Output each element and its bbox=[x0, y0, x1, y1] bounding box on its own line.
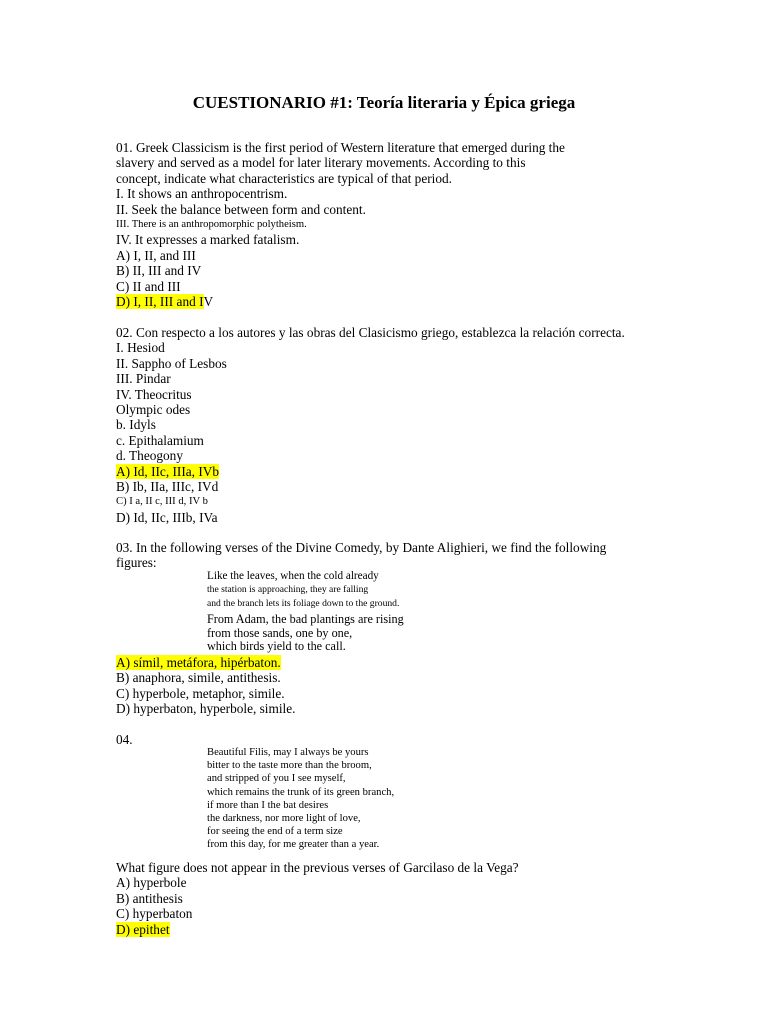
work-b: b. Idyls bbox=[116, 417, 156, 433]
option-a-answer bbox=[116, 655, 676, 670]
question-3-options bbox=[116, 655, 676, 717]
verse-line: and the branch lets its foliage down to the ground. bbox=[207, 598, 400, 610]
verse-3 bbox=[207, 746, 667, 852]
option-c: C) hyperbaton bbox=[116, 906, 193, 922]
author-iv: IV. Theocritus bbox=[116, 386, 192, 402]
statement-ii: II. Seek the balance between form and content. bbox=[116, 201, 366, 217]
option-b: B) antithesis bbox=[116, 890, 183, 906]
author-i: I. Hesiod bbox=[116, 340, 165, 356]
answer-highlight: A) Id, IIc, IIIa, IVb bbox=[116, 463, 219, 479]
work-c: c. Epithalamium bbox=[116, 432, 204, 448]
work-d: d. Theogony bbox=[116, 448, 183, 464]
option-a: A) hyperbole bbox=[116, 875, 187, 891]
question-1-line: slavery and served as a model for later literary movements. According to this bbox=[116, 155, 526, 171]
option-c: C) hyperbole, metaphor, simile. bbox=[116, 685, 285, 701]
question-3-prompt: figures: bbox=[116, 555, 157, 571]
question-3-prompt: 03. In the following verses of the Divine Comedy, by Dante Alighieri, we find the following bbox=[116, 540, 607, 555]
verse-line: for seeing the end of a term size bbox=[207, 826, 343, 838]
verse-line: which remains the trunk of its green branch, bbox=[207, 786, 395, 798]
verse-line: which birds yield to the call. bbox=[207, 639, 346, 653]
option-d-answer bbox=[116, 922, 676, 937]
verse-line: the darkness, nor more light of love, bbox=[207, 813, 361, 825]
option-d: D) hyperbaton, hyperbole, simile. bbox=[116, 701, 296, 717]
option-d: D) Id, IIc, IIIb, IVa bbox=[116, 509, 218, 525]
answer-highlight: D) I, II, III and I bbox=[116, 294, 204, 310]
option-a: A) I, II, and III bbox=[116, 247, 196, 263]
question-4-prompt: What figure does not appear in the previous verses of Garcilaso de la Vega? bbox=[116, 860, 519, 875]
question-4 bbox=[116, 860, 676, 937]
question-4-number: 04. bbox=[116, 732, 133, 747]
document-title: CUESTIONARIO #1: Teoría literaria y Épica griega bbox=[192, 93, 576, 112]
verse-line: if more than I the bat desires bbox=[207, 799, 329, 811]
verse-2 bbox=[207, 613, 667, 654]
question-1-line: concept, indicate what characteristics are typical of that period. bbox=[116, 170, 452, 186]
verse-line: from those sands, one by one, bbox=[207, 625, 353, 640]
question-1 bbox=[116, 140, 676, 309]
verse-line: Beautiful Filis, may I always be yours bbox=[207, 747, 369, 758]
author-ii: II. Sappho of Lesbos bbox=[116, 355, 227, 371]
answer-highlight: A) símil, metáfora, hipérbaton. bbox=[116, 655, 281, 670]
option-a-answer bbox=[116, 464, 676, 479]
question-1-line: 01. Greek Classicism is the first period of Western literature that emerged during the bbox=[116, 140, 565, 155]
verse-line: and stripped of you I see myself, bbox=[207, 773, 346, 785]
option-c: C) II and III bbox=[116, 278, 181, 294]
statement-iv: IV. It expresses a marked fatalism. bbox=[116, 232, 300, 248]
verse-line: from this day, for me greater than a year. bbox=[207, 839, 380, 851]
work-a: Olympic odes bbox=[116, 402, 191, 418]
option-b: B) Ib, IIa, IIIc, IVd bbox=[116, 479, 219, 495]
statement-iii: III. There is an anthropomorphic polytheism. bbox=[116, 219, 307, 231]
verse-line: the station is approaching, they are falling bbox=[207, 584, 369, 596]
verse-line: bitter to the taste more than the broom, bbox=[207, 760, 372, 772]
question-2 bbox=[116, 325, 676, 525]
question-3 bbox=[116, 540, 676, 571]
verse-1 bbox=[207, 569, 667, 612]
answer-rest: V bbox=[203, 294, 214, 310]
author-iii: III. Pindar bbox=[116, 371, 171, 387]
verse-line: Like the leaves, when the cold already bbox=[207, 570, 379, 582]
option-b: B) II, III and IV bbox=[116, 263, 202, 279]
option-d-answer bbox=[116, 294, 676, 309]
option-b: B) anaphora, simile, antithesis. bbox=[116, 670, 281, 686]
verse-line: From Adam, the bad plantings are rising bbox=[207, 612, 404, 626]
answer-highlight: D) epithet bbox=[116, 921, 170, 937]
question-2-prompt: 02. Con respecto a los autores y las obras del Clasicismo griego, establezca la relación correcta. bbox=[116, 325, 625, 340]
option-c: C) I a, II c, III d, IV b bbox=[116, 496, 208, 508]
statement-i: I. It shows an anthropocentrism. bbox=[116, 186, 288, 202]
